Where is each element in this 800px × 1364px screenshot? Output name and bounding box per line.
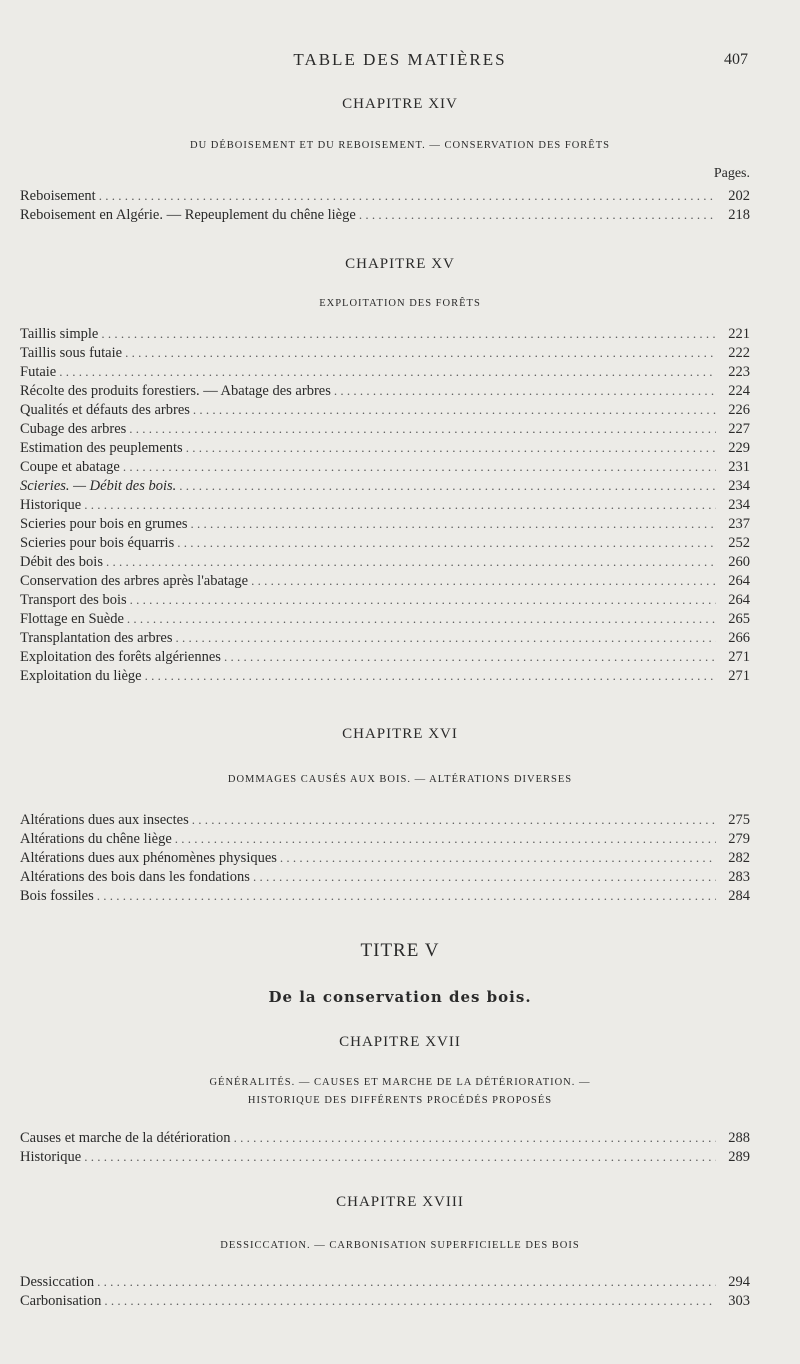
chapter-xvi-toc [20,812,750,907]
chapter-xvii-subtitle-line1: GÉNÉRALITÉS. — CAUSES ET MARCHE DE LA DÉTÉRIORATION. — [209,1077,591,1088]
toc-entry-label: Transplantation des arbres [20,630,173,646]
toc-entry [20,535,750,554]
toc-entry [20,345,750,364]
toc-entry-label: Reboisement [20,188,96,204]
toc-entry-label: Altérations dues aux phénomènes physiques [20,850,277,866]
toc-entry [20,869,750,888]
toc-entry-page: 226 [728,402,750,418]
toc-entry-page: 231 [728,459,750,475]
toc-entry-page: 288 [728,1130,750,1146]
toc-entry [20,592,750,611]
toc-entry-page: 266 [728,630,750,646]
dot-leader [191,516,716,532]
chapter-xv-subtitle: EXPLOITATION DES FORÊTS [319,298,481,309]
toc-entry-label: Reboisement en Algérie. — Repeuplement du chêne liège [20,207,356,223]
chapter-xv-heading: CHAPITRE XV [345,256,455,272]
toc-entry [20,611,750,630]
toc-entry-label: Transport des bois [20,592,127,608]
toc-entry-page: 271 [728,649,750,665]
chapter-xiv-subtitle: DU DÉBOISEMENT ET DU REBOISEMENT. — CONSERVATION DES FORÊTS [190,140,610,151]
dot-leader [97,1274,716,1290]
toc-entry-label: Scieries pour bois en grumes [20,516,188,532]
toc-entry-label: Scieries pour bois équarris [20,535,175,551]
toc-entry-label: Qualités et défauts des arbres [20,402,190,418]
toc-entry [20,326,750,345]
toc-entry-label: Coupe et abatage [20,459,120,475]
pages-column-label: Pages. [713,166,750,181]
chapter-xvi-heading: CHAPITRE XVI [342,726,458,742]
toc-entry [20,402,750,421]
dot-leader [193,402,716,418]
toc-entry [20,421,750,440]
page-number: 407 [724,51,748,68]
toc-entry [20,668,750,687]
dot-leader [251,573,716,589]
toc-entry [20,831,750,850]
toc-entry-page: 222 [728,345,750,361]
toc-entry [20,573,750,592]
toc-entry-page: 271 [728,668,750,684]
toc-entry-label: Bois fossiles [20,888,94,904]
toc-entry-label: Taillis simple [20,326,99,342]
toc-entry [20,383,750,402]
toc-entry-page: 218 [728,207,750,223]
toc-entry [20,1149,750,1168]
dot-leader [106,554,716,570]
toc-entry-page: 279 [728,831,750,847]
toc-entry-label: Exploitation des forêts algériennes [20,649,221,665]
toc-entry-label: Exploitation du liège [20,668,142,684]
dot-leader [59,364,716,380]
toc-entry [20,812,750,831]
toc-entry-page: 237 [728,516,750,532]
toc-entry-page: 289 [728,1149,750,1165]
toc-entry-label: Taillis sous futaie [20,345,123,361]
dot-leader [145,668,716,684]
part-v-title: De la conservation des bois. [268,988,532,1006]
dot-leader [101,326,716,342]
chapter-xviii-subtitle: DESSICCATION. — CARBONISATION SUPERFICIELLE DES BOIS [220,1240,580,1251]
toc-entry-label: Carbonisation [20,1293,102,1309]
toc-entry-page: 282 [728,850,750,866]
toc-entry [20,459,750,478]
chapter-xviii-heading: CHAPITRE XVIII [336,1194,464,1210]
dot-leader [97,888,716,904]
toc-entry-label: Cubage des arbres [20,421,127,437]
toc-entry-label: Dessiccation [20,1274,95,1290]
toc-entry [20,1130,750,1149]
toc-entry-label: Historique [20,1149,82,1165]
toc-entry-page: 264 [728,573,750,589]
dot-leader [84,497,716,513]
toc-entry [20,497,750,516]
dot-leader [130,592,716,608]
dot-leader [125,345,716,361]
toc-entry-label: Causes et marche de la détérioration [20,1130,231,1146]
toc-entry [20,207,750,226]
toc-entry [20,1293,750,1312]
toc-entry-label: Récolte des produits forestiers. — Abatage des arbres [20,383,331,399]
toc-entry-page: 260 [728,554,750,570]
dot-leader [104,1293,716,1309]
toc-entry [20,440,750,459]
chapter-xvi-subtitle: DOMMAGES CAUSÉS AUX BOIS. — ALTÉRATIONS DIVERSES [227,774,573,785]
dot-leader [334,383,716,399]
chapter-xiv-toc [20,188,750,226]
chapter-xvii-heading: CHAPITRE XVII [339,1034,461,1050]
dot-leader [175,831,716,847]
toc-entry-label: Historique [20,497,82,513]
toc-entry [20,630,750,649]
toc-entry-label: Futaie [20,364,57,380]
toc-entry-page: 252 [728,535,750,551]
toc-entry [20,1274,750,1293]
running-title: TABLE DES MATIÈRES [293,50,507,69]
chapter-xvii-toc [20,1130,750,1168]
toc-entry-page: 234 [728,478,750,494]
toc-entry-page: 227 [728,421,750,437]
toc-entry-label: Conservation des arbres après l'abatage [20,573,249,589]
dot-leader [280,850,716,866]
dot-leader [253,869,716,885]
toc-entry-page: 265 [728,611,750,627]
toc-entry-page: 224 [728,383,750,399]
chapter-xvii-subtitle-line2: HISTORIQUE DES DIFFÉRENTS PROCÉDÉS PROPOSÉS [247,1095,553,1106]
toc-entry-page: 234 [728,497,750,513]
toc-entry-label: Scieries. — Débit des bois. [20,478,177,494]
chapter-xviii-toc [20,1274,750,1312]
dot-leader [179,478,716,494]
toc-entry-page: 202 [728,188,750,204]
running-header [0,48,800,72]
dot-leader [177,535,716,551]
toc-entry-label: Altérations dues aux insectes [20,812,189,828]
dot-leader [84,1149,716,1165]
dot-leader [99,188,716,204]
toc-entry-label: Flottage en Suède [20,611,124,627]
toc-entry-label: Débit des bois [20,554,103,570]
dot-leader [176,630,717,646]
toc-entry-page: 284 [728,888,750,904]
toc-entry [20,188,750,207]
toc-entry-label: Estimation des peuplements [20,440,183,456]
toc-entry-page: 264 [728,592,750,608]
toc-entry-label: Altérations des bois dans les fondations [20,869,250,885]
toc-entry [20,850,750,869]
toc-entry-page: 221 [728,326,750,342]
toc-entry [20,888,750,907]
toc-entry-page: 229 [728,440,750,456]
dot-leader [186,440,716,456]
toc-entry-page: 275 [728,812,750,828]
toc-entry [20,516,750,535]
dot-leader [359,207,716,223]
chapter-xv-toc [20,326,750,687]
chapter-xiv-heading: CHAPITRE XIV [342,96,458,112]
toc-entry-page: 303 [728,1293,750,1309]
dot-leader [234,1130,716,1146]
toc-entry-section [20,478,750,497]
dot-leader [224,649,716,665]
toc-entry-page: 294 [728,1274,750,1290]
toc-entry [20,649,750,668]
toc-entry-page: 223 [728,364,750,380]
dot-leader [127,611,716,627]
toc-entry [20,364,750,383]
toc-entry-page: 283 [728,869,750,885]
dot-leader [192,812,716,828]
toc-entry-label: Altérations du chêne liège [20,831,172,847]
dot-leader [129,421,716,437]
dot-leader [123,459,716,475]
part-v-heading: TITRE V [360,940,440,961]
toc-entry [20,554,750,573]
